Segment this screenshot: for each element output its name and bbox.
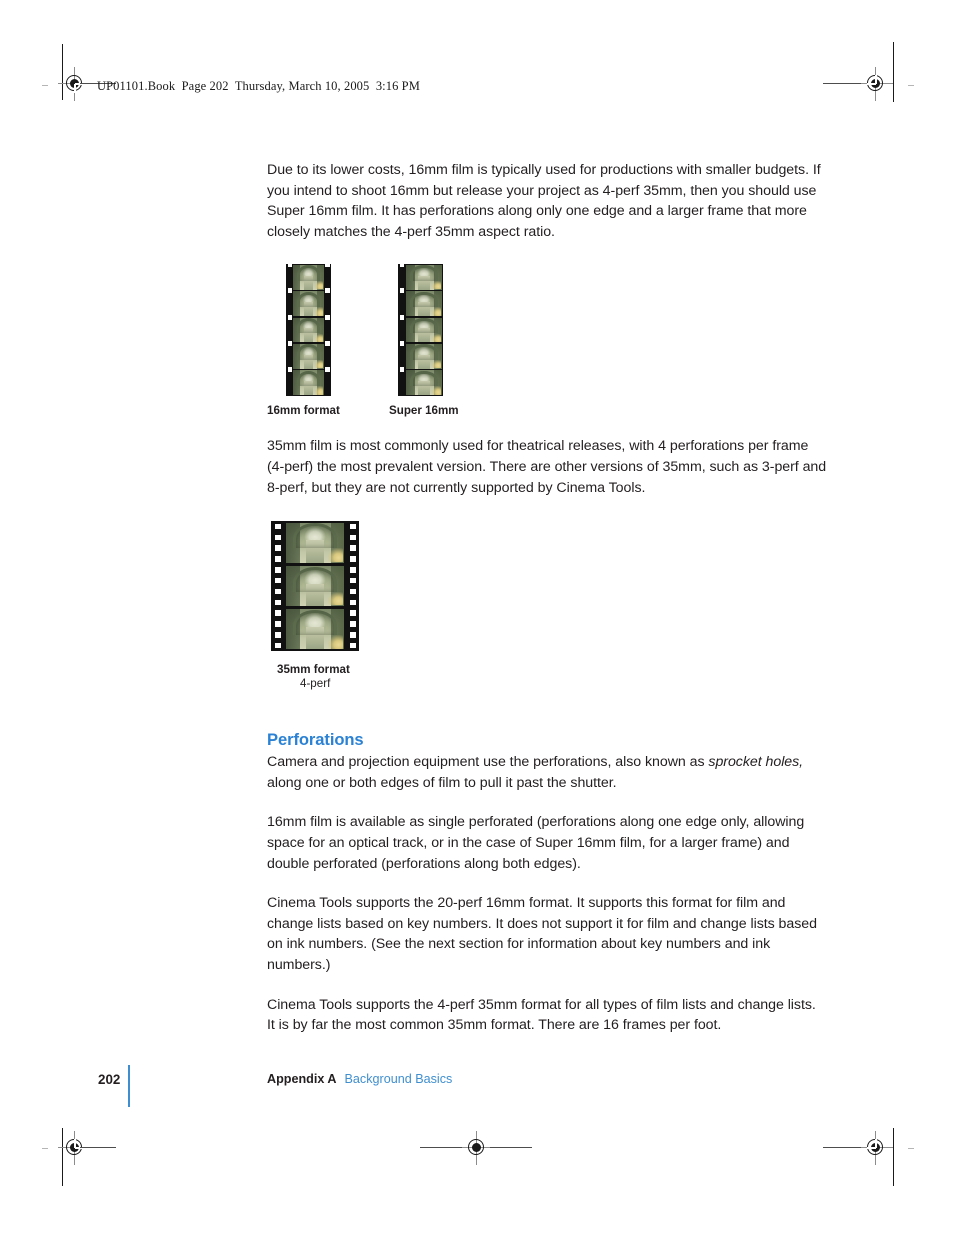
film-frame-image — [406, 265, 442, 290]
film-perforation — [350, 600, 357, 606]
film-perforation — [400, 367, 405, 372]
frame-layer-shade — [406, 344, 442, 369]
film-frame-image — [286, 609, 344, 649]
filmstrip-35mm — [271, 521, 359, 651]
footer-divider-rule — [128, 1065, 130, 1107]
film-frame-image — [286, 566, 344, 606]
figure-16mm-format — [286, 264, 331, 396]
edge-tick-top-left — [42, 85, 48, 86]
film-perforation — [275, 535, 282, 541]
frame-layer-shade — [406, 318, 442, 343]
film-perforation — [275, 567, 282, 573]
paragraph-35mm-intro: 35mm film is most commonly used for theatrical releases, with 4 perforations per frame (4-perf) the most prevalent version. There are other versions of 35mm, such as 3-perf and 8-perf, but they are not currently supported by Cinema Tools. — [267, 438, 827, 496]
film-perforation — [350, 621, 357, 627]
page-footer — [0, 1069, 954, 1099]
edge-tick-bottom-right — [908, 1148, 914, 1149]
film-perforation — [288, 341, 293, 346]
registration-mark-bottom-right — [859, 1131, 893, 1165]
film-perforation — [350, 545, 357, 551]
perf-intro-lead: Camera and projection equipment use the perforations, also known as — [267, 754, 709, 771]
film-frame-image — [293, 265, 324, 290]
film-perforation — [325, 288, 330, 293]
film-perforation — [350, 643, 357, 649]
reg-notch-bottom — [74, 84, 76, 93]
reg-arm-right — [490, 1147, 532, 1148]
caption-16mm-format: 16mm format — [267, 404, 340, 417]
frame-layer-shade — [286, 523, 344, 563]
film-perforation — [350, 610, 357, 616]
caption-super-16mm: Super 16mm — [389, 404, 459, 417]
frame-layer-shade — [286, 566, 344, 606]
film-perforation — [275, 621, 282, 627]
paragraph-16mm-perforated: 16mm film is available as single perforated (perforations along one edge only, allowing space for an optical track, or in the case of Super 16mm film, for a larger frame) and double perforated (perforations along both edges). — [267, 814, 805, 872]
film-frame-image — [293, 291, 324, 316]
registration-mark-top-left — [58, 67, 92, 101]
film-perforation — [400, 262, 405, 267]
film-perforation — [275, 600, 282, 606]
film-perforation — [325, 315, 330, 320]
film-perforation — [350, 589, 357, 595]
film-perforation — [288, 288, 293, 293]
footer-chapter-label: Background Basics — [344, 1072, 453, 1086]
film-frame-image — [293, 344, 324, 369]
film-frame-image — [286, 523, 344, 563]
reg-dot — [472, 1143, 481, 1152]
film-perforation — [288, 262, 293, 267]
film-perforation — [400, 315, 405, 320]
film-perforation — [275, 632, 282, 638]
film-perforation — [400, 288, 405, 293]
film-frame-image — [406, 318, 442, 343]
perf-intro-tail: along one or both edges of film to pull it past the shutter. — [267, 774, 617, 791]
film-perforation — [275, 589, 282, 595]
frame-layer-shade — [293, 370, 324, 395]
film-frame-image — [406, 291, 442, 316]
reg-notch-top — [875, 1139, 877, 1148]
film-perforation — [350, 578, 357, 584]
caption-35mm-subcaption: 4-perf — [300, 677, 331, 690]
film-perforation — [275, 556, 282, 562]
reg-arm-left — [823, 1147, 861, 1148]
film-perforation — [275, 610, 282, 616]
filmstrip-super16 — [398, 264, 443, 396]
film-frame-image — [293, 318, 324, 343]
film-perforation — [275, 524, 282, 530]
film-perforation — [275, 643, 282, 649]
edge-tick-top-right — [908, 85, 914, 86]
figure-super-16mm — [398, 264, 443, 396]
film-frame-image — [293, 370, 324, 395]
footer-running-head — [267, 1072, 452, 1086]
film-perforation — [350, 567, 357, 573]
frame-layer-shade — [293, 318, 324, 343]
frame-layer-shade — [293, 291, 324, 316]
reg-notch-top — [74, 1139, 76, 1148]
registration-mark-bottom-left — [58, 1131, 92, 1165]
film-perforation — [288, 315, 293, 320]
page-slug: UP01101.Book Page 202 Thursday, March 10, 2005 3:16 PM — [97, 79, 420, 93]
film-perforation — [325, 341, 330, 346]
frame-layer-shade — [406, 291, 442, 316]
frame-layer-shade — [406, 370, 442, 395]
film-perforation — [275, 545, 282, 551]
film-perforation — [350, 535, 357, 541]
film-frame-image — [406, 344, 442, 369]
perf-intro-emphasis: sprocket holes, — [708, 754, 804, 771]
crop-line-bottom-right — [893, 1128, 894, 1186]
paragraph-16mm-intro: Due to its lower costs, 16mm film is typically used for productions with smaller budgets. If you intend to shoot 16mm but release your project as 4-perf 35mm, then you should use Super 16mm film. It has perforations along only one edge and a larger frame that more closely matches the 4-perf 35mm aspect ratio. — [267, 162, 821, 240]
registration-mark-bottom-center — [460, 1131, 494, 1165]
film-perforation — [275, 578, 282, 584]
film-frame-image — [406, 370, 442, 395]
filmstrip-16mm — [286, 264, 331, 396]
figure-35mm-format — [271, 521, 359, 651]
frame-layer-shade — [406, 265, 442, 290]
folio-page-number: 202 — [98, 1072, 121, 1087]
frame-layer-shade — [286, 609, 344, 649]
paragraph-4perf-support: Cinema Tools supports the 4-perf 35mm format for all types of film lists and change lists. It is by far the most common 35mm format. There are 16 frames per foot. — [267, 996, 816, 1034]
caption-35mm-format: 35mm format — [277, 663, 350, 676]
film-perforation — [350, 632, 357, 638]
crop-line-top-right — [893, 42, 894, 102]
registration-mark-top-right — [859, 67, 893, 101]
figure-block-16mm-spacer — [267, 261, 827, 436]
paragraph-perforations-intro — [267, 752, 827, 793]
section-heading-perforations: Perforations — [267, 730, 364, 750]
frame-layer-shade — [293, 265, 324, 290]
film-perforation — [350, 556, 357, 562]
reg-arm-left — [823, 83, 861, 84]
film-perforation — [288, 367, 293, 372]
edge-tick-bottom-left — [42, 1148, 48, 1149]
frame-layer-shade — [293, 344, 324, 369]
film-perforation — [400, 341, 405, 346]
film-perforation — [325, 262, 330, 267]
film-perforation — [350, 524, 357, 530]
reg-notch-top — [875, 75, 877, 84]
reg-arm-right — [80, 1147, 116, 1148]
film-perforation — [325, 367, 330, 372]
reg-arm-left — [420, 1147, 462, 1148]
paragraph-20perf-support: Cinema Tools supports the 20-perf 16mm format. It supports this format for film and change lists based on key numbers. It does not support it for film and change lists based on ink numbers. (See the next section for information about key numbers and ink numbers.) — [267, 895, 817, 973]
footer-appendix-label: Appendix A — [267, 1072, 337, 1086]
